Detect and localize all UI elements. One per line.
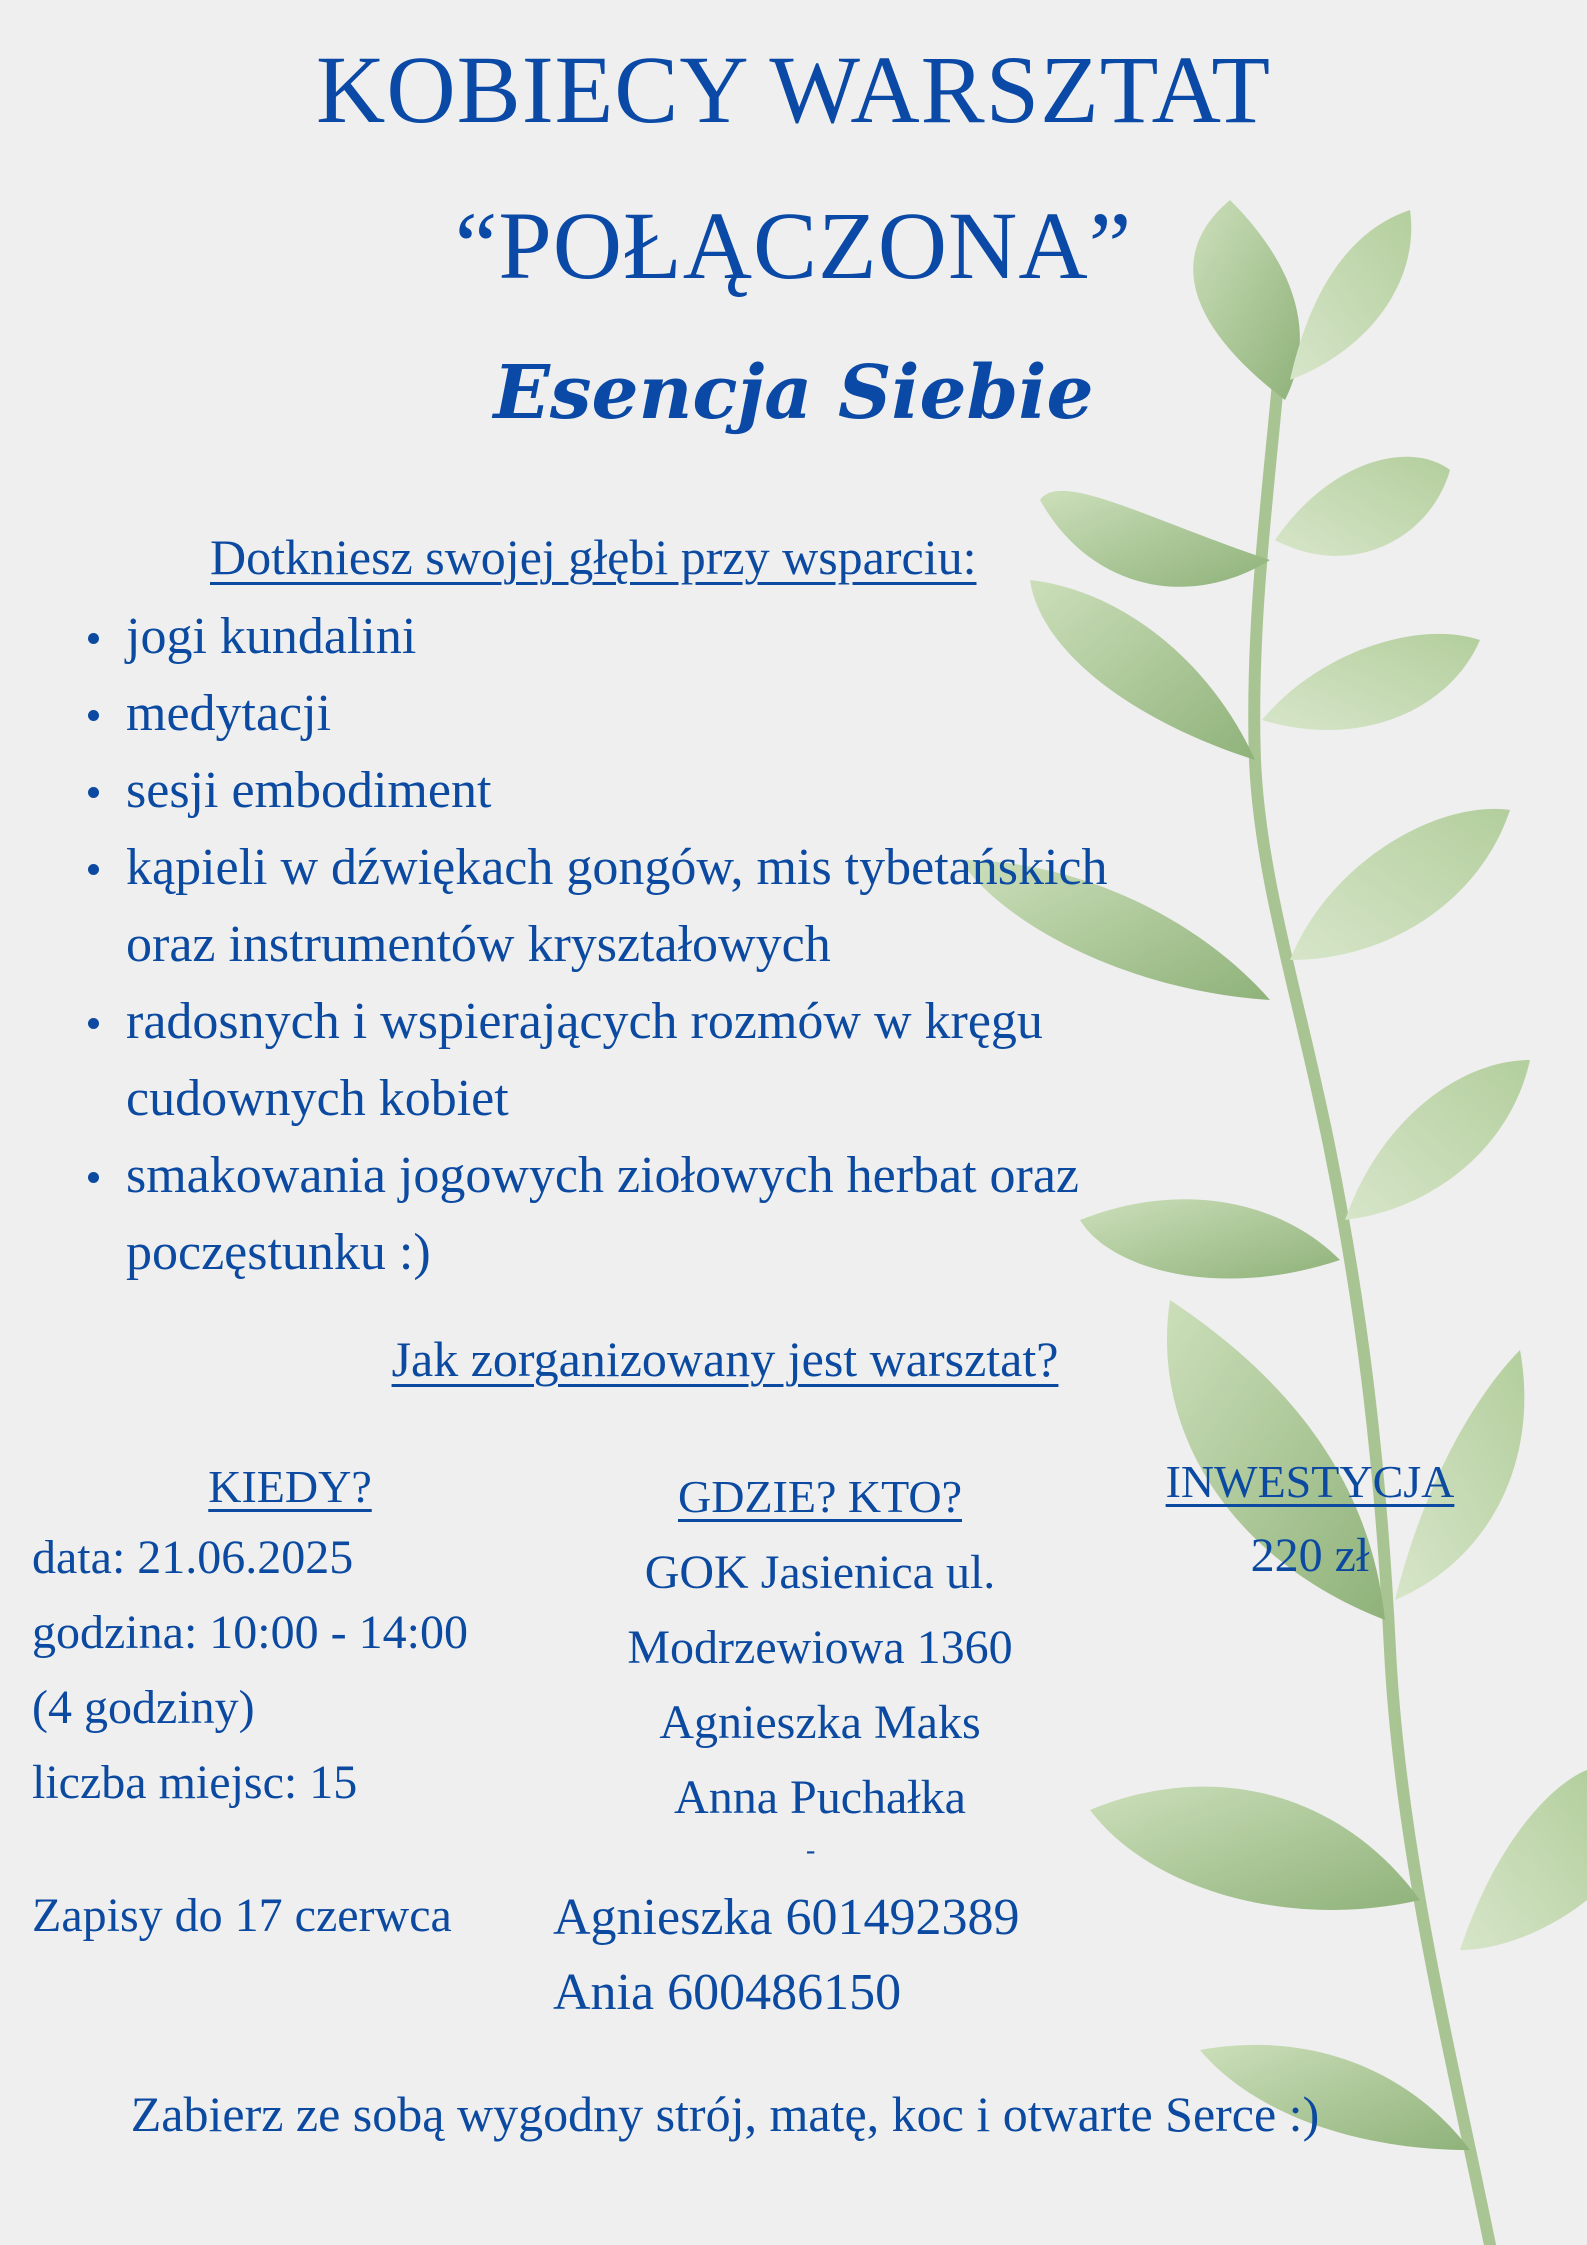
list-item: sesji embodiment — [84, 752, 1284, 829]
contact-phone: Ania 600486150 — [553, 1964, 902, 2021]
contact-phone: Agnieszka 601492389 — [553, 1889, 1020, 1946]
when-heading: KIEDY? — [208, 1461, 372, 1512]
footer-note: Zabierz ze sobą wygodny strój, matę, koc i otwarte Serce :) — [130, 2086, 1320, 2142]
signup-deadline: Zapisy do 17 czerwca — [32, 1889, 452, 1942]
title-line-1: KOBIECY WARSZTAT — [316, 36, 1271, 143]
list-item: jogi kundalini — [84, 598, 1284, 675]
when-duration: (4 godziny) — [32, 1681, 255, 1734]
where-heading: GDZIE? KTO? — [678, 1471, 962, 1522]
separator: - — [806, 1835, 816, 1866]
list-item: medytacji — [84, 675, 1284, 752]
list-item: radosnych i wspierających rozmów w kręgu cudownych kobiet — [84, 983, 1284, 1137]
intro-heading: Dotkniesz swojej głębi przy wsparciu: — [210, 529, 977, 585]
where-place-line-1: GOK Jasienica ul. — [644, 1546, 996, 1599]
host-name: Anna Puchałka — [674, 1771, 966, 1824]
organization-heading: Jak zorganizowany jest warsztat? — [391, 1331, 1059, 1387]
price-amount: 220 zł — [1250, 1529, 1370, 1582]
subtitle: Esencja Siebie — [493, 350, 1094, 436]
price-heading: INWESTYCJA — [1165, 1456, 1455, 1507]
title-line-2: “POŁĄCZONA” — [454, 192, 1133, 299]
activities-list — [84, 598, 1284, 1291]
list-item: smakowania jogowych ziołowych herbat oraz poczęstunku :) — [84, 1137, 1284, 1291]
where-place-line-2: Modrzewiowa 1360 — [627, 1621, 1013, 1674]
list-item: kąpieli w dźwiękach gongów, mis tybetańskich oraz instrumentów kryształowych — [84, 829, 1284, 983]
when-time: godzina: 10:00 - 14:00 — [32, 1606, 468, 1659]
when-seats: liczba miejsc: 15 — [32, 1756, 358, 1809]
when-date: data: 21.06.2025 — [32, 1531, 354, 1584]
host-name: Agnieszka Maks — [659, 1696, 981, 1749]
